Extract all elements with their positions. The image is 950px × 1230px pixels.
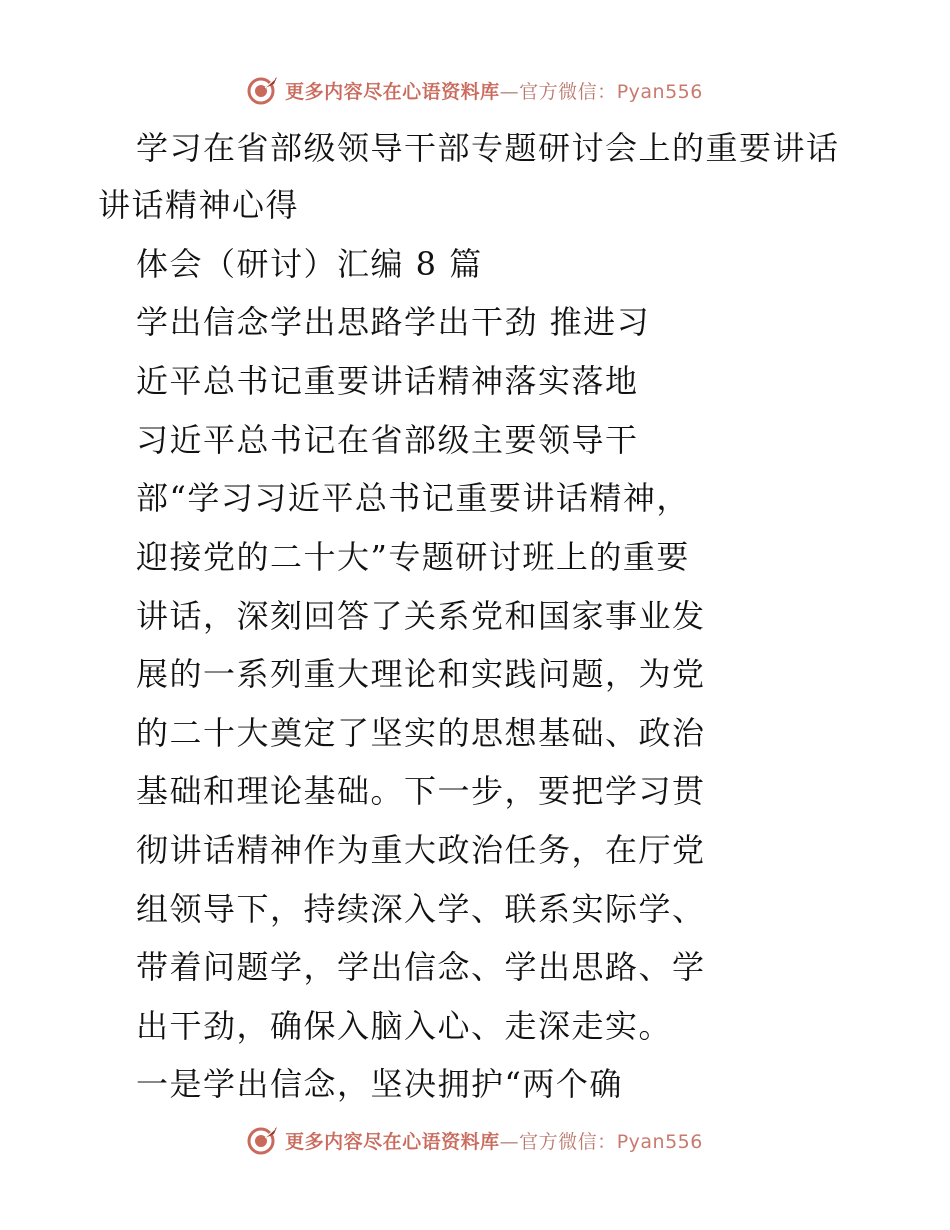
banner-site-name: 更多内容尽在心语资料库 — [285, 80, 500, 103]
doc-paragraph-line: 迎接党的二十大”专题研讨班上的重要 — [136, 538, 690, 576]
footer-watermark-banner — [0, 1120, 950, 1160]
doc-title-line-2: 讲话精神心得 — [98, 186, 300, 224]
banner-text — [285, 1127, 703, 1154]
banner-wechat-id: Pyan556 — [616, 80, 703, 103]
doc-paragraph-line: 组领导下，持续深入学、联系实际学、 — [136, 890, 706, 928]
doc-subtitle-line-1: 学出信念学出思路学出干劲 推进习 — [136, 303, 651, 341]
banner-separator: — — [499, 1130, 520, 1153]
header-watermark-banner — [0, 70, 950, 110]
doc-paragraph-line: 习近平总书记在省部级主要领导干 — [136, 421, 639, 459]
logo-icon — [247, 74, 279, 106]
doc-title-line-1: 学习在省部级领导干部专题研讨会上的重要讲话 — [136, 129, 840, 167]
doc-subtitle-line-2: 近平总书记重要讲话精神落实落地 — [136, 362, 639, 400]
doc-paragraph-line: 出干劲，确保入脑入心、走深走实。 — [136, 1007, 673, 1045]
banner-separator: — — [499, 80, 520, 103]
doc-paragraph-line: 彻讲话精神作为重大政治任务，在厅党 — [136, 831, 706, 869]
doc-paragraph-line: 讲话，深刻回答了关系党和国家事业发 — [136, 597, 706, 635]
doc-paragraph-line: 一是学出信念，坚决拥护“两个确 — [136, 1065, 623, 1103]
doc-paragraph-line: 部“学习习近平总书记重要讲话精神， — [136, 479, 690, 517]
doc-paragraph-line: 展的一系列重大理论和实践问题，为党 — [136, 655, 706, 693]
banner-wechat-label: 官方微信： — [519, 80, 617, 103]
doc-paragraph-line: 的二十大奠定了坚实的思想基础、政治 — [136, 714, 706, 752]
logo-icon — [247, 1124, 279, 1156]
banner-text — [285, 77, 703, 104]
banner-wechat-label: 官方微信： — [519, 1130, 617, 1153]
doc-paragraph-line: 带着问题学，学出信念、学出思路、学 — [136, 948, 706, 986]
doc-paragraph-line: 基础和理论基础。下一步，要把学习贯 — [136, 772, 706, 810]
doc-title-line-3: 体会（研讨）汇编 8 篇 — [136, 245, 483, 283]
banner-wechat-id: Pyan556 — [616, 1130, 703, 1153]
banner-site-name: 更多内容尽在心语资料库 — [285, 1130, 500, 1153]
